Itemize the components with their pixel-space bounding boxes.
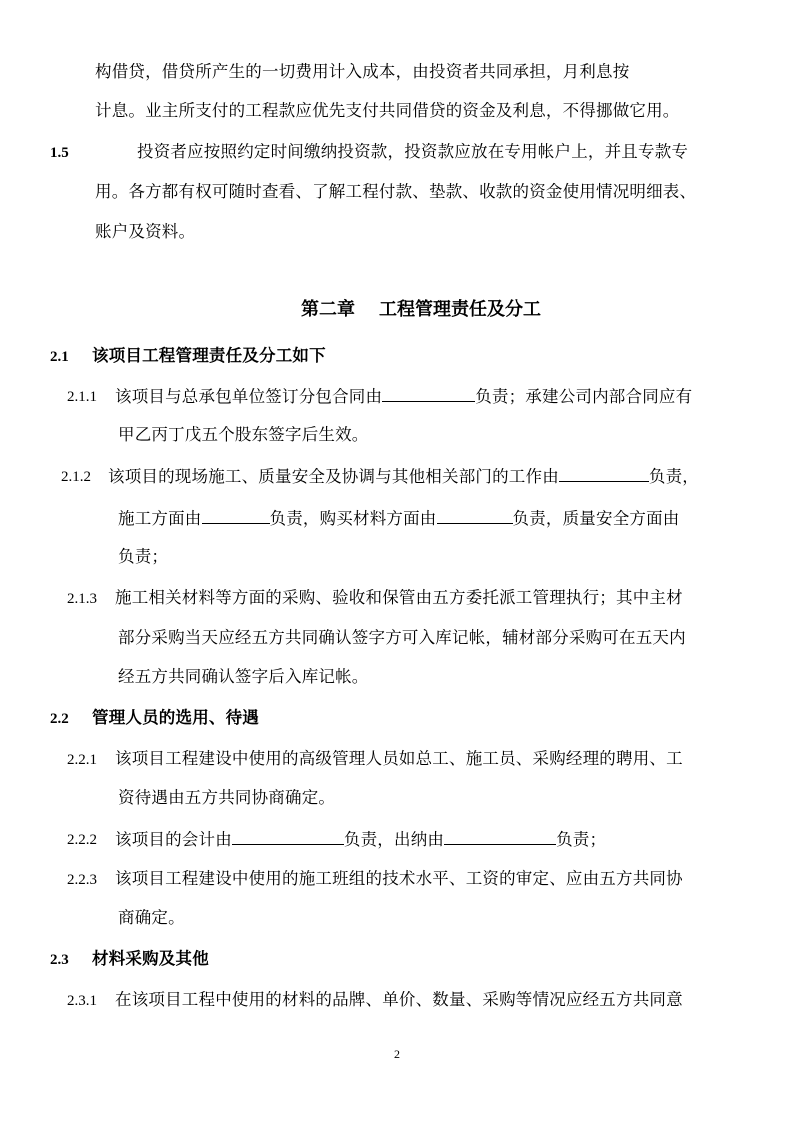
section-title: 材料采购及其他 [92, 949, 209, 968]
clause-text: 负责，出纳由 [343, 830, 445, 849]
chapter-heading [301, 299, 541, 321]
body-text-line: 负责； [118, 547, 169, 566]
body-text-line: 计息。业主所支付的工程款应优先支付共同借贷的资金及利息，不得挪做它用。 [95, 101, 680, 120]
chapter-label: 第二章 [301, 299, 355, 320]
body-text-line [118, 508, 680, 529]
body-text-line: 在该项目工程中使用的材料的品牌、单价、数量、采购等情况应经五方共同意 [115, 990, 683, 1009]
body-text-line: 投资者应按照约定时间缴纳投资款，投资款应放在专用帐户上，并且专款专 [137, 142, 689, 161]
fill-in-blank [444, 829, 556, 845]
body-text-line: 用。各方都有权可随时查看、了解工程付款、垫款、收款的资金使用情况明细表、 [95, 182, 697, 201]
body-text-line [115, 829, 606, 850]
fill-in-blank [559, 466, 649, 482]
clause-text: 该项目的会计由 [115, 830, 232, 849]
section-number: 2.1 [50, 349, 69, 365]
body-text-line: 资待遇由五方共同协商确定。 [118, 788, 336, 807]
section-number: 2.2 [50, 711, 69, 727]
clause-number: 2.1.3 [67, 591, 97, 607]
fill-in-blank [437, 508, 513, 524]
clause-text: 负责，购买材料方面由 [269, 509, 437, 528]
body-text-line [108, 466, 699, 487]
body-text-line: 甲乙丙丁戊五个股东签字后生效。 [118, 425, 369, 444]
clause-text: 该项目与总承包单位签订分包合同由 [115, 387, 383, 406]
body-text-line: 商确定。 [118, 908, 185, 927]
clause-number: 2.2.1 [67, 752, 97, 768]
clause-number: 2.2.2 [67, 832, 97, 848]
fill-in-blank [202, 508, 270, 524]
body-text-line [115, 386, 692, 407]
clause-text: 该项目的现场施工、质量安全及协调与其他相关部门的工作由 [108, 467, 559, 486]
body-text-line: 部分采购当天应经五方共同确认签字方可入库记帐，辅材部分采购可在五天内 [118, 628, 686, 647]
clause-number: 2.3.1 [67, 993, 97, 1009]
clause-text: 负责， [648, 467, 700, 486]
chapter-title: 工程管理责任及分工 [379, 299, 541, 320]
body-text-line: 账户及资料。 [95, 222, 196, 241]
clause-number: 2.2.3 [67, 872, 97, 888]
section-number: 1.5 [50, 145, 69, 161]
clause-number: 2.1.1 [67, 389, 97, 405]
clause-text: 施工方面由 [118, 509, 202, 528]
fill-in-blank [232, 829, 344, 845]
section-title: 该项目工程管理责任及分工如下 [92, 346, 326, 365]
section-number: 2.3 [50, 952, 69, 968]
body-text-line: 该项目工程建设中使用的施工班组的技术水平、工资的审定、应由五方共同协 [115, 869, 683, 888]
clause-text: 负责，质量安全方面由 [512, 509, 680, 528]
body-text-line: 经五方共同确认签字后入库记帐。 [118, 667, 369, 686]
body-text-line: 施工相关材料等方面的采购、验收和保管由五方委托派工管理执行；其中主材 [115, 588, 683, 607]
fill-in-blank [382, 386, 475, 402]
page-number: 2 [394, 1047, 400, 1061]
body-text-line: 该项目工程建设中使用的高级管理人员如总工、施工员、采购经理的聘用、工 [115, 749, 683, 768]
clause-text: 负责；承建公司内部合同应有 [475, 387, 693, 406]
clause-number: 2.1.2 [61, 469, 91, 485]
clause-text: 负责； [556, 830, 607, 849]
section-title: 管理人员的选用、待遇 [92, 708, 259, 727]
body-text-line: 构借贷，借贷所产生的一切费用计入成本，由投资者共同承担，月利息按 [95, 62, 630, 81]
